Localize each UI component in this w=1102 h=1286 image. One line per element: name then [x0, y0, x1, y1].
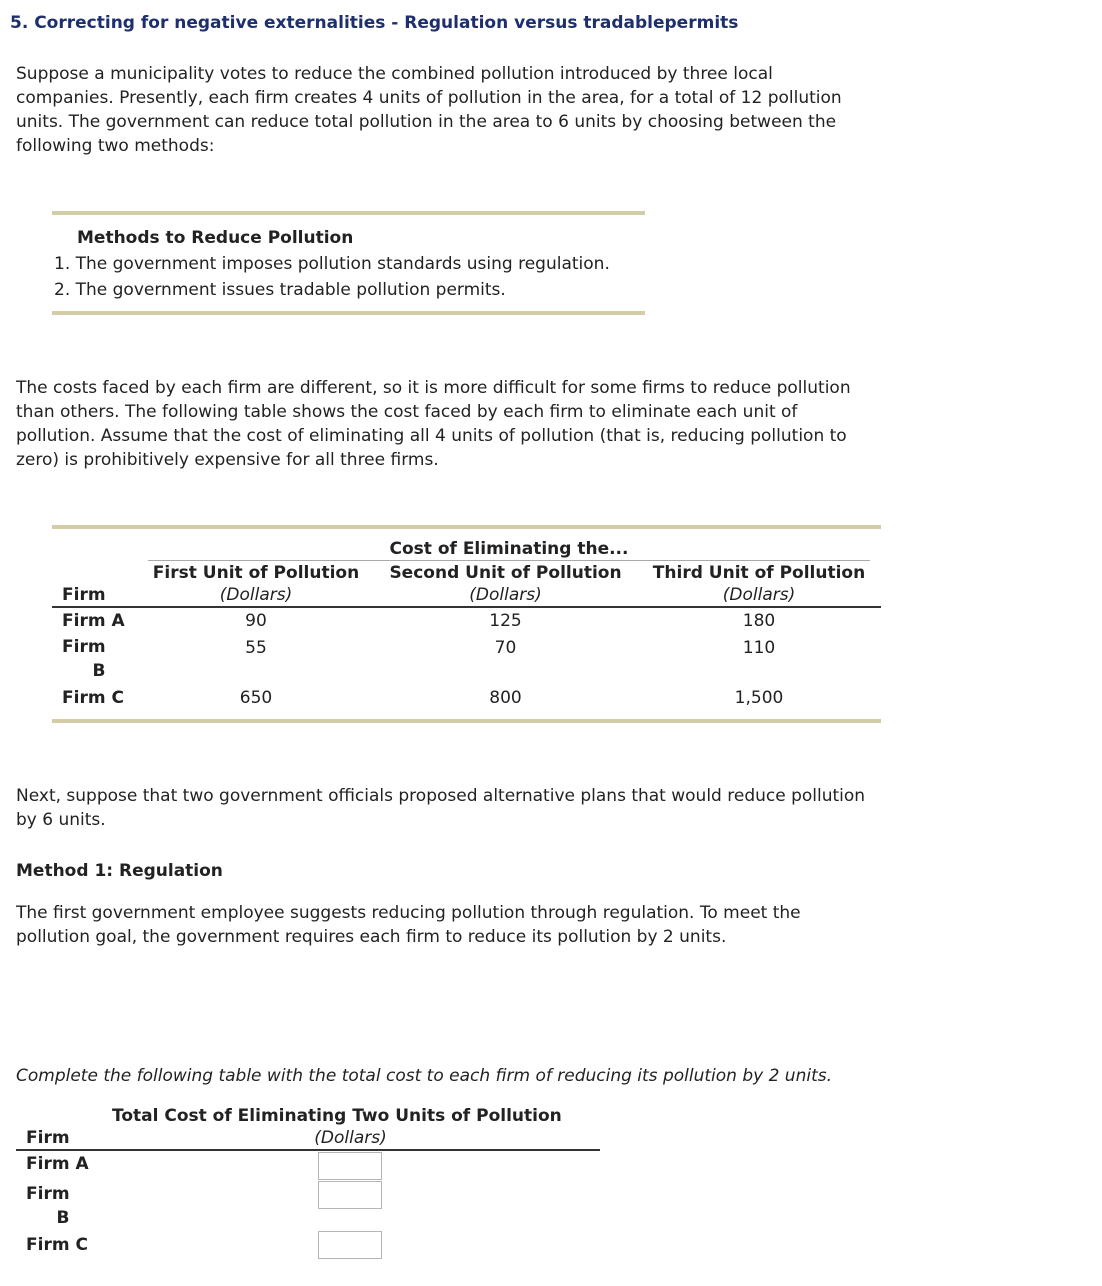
row-firm-label: Firm C	[62, 688, 124, 708]
intro-paragraph	[16, 62, 842, 158]
methods-title: Methods to Reduce Pollution	[77, 228, 354, 248]
text-line: by 6 units.	[16, 810, 106, 830]
text-line: companies. Presently, each firm creates 4 units of pollution in the area, for a total of 12 pollution	[16, 88, 842, 108]
method-item: 1. The government imposes pollution standards using regulation.	[54, 254, 610, 274]
column-unit-third: (Dollars)	[722, 585, 796, 605]
column-header-third: Third Unit of Pollution	[652, 563, 866, 583]
text-line: Next, suppose that two government officials proposed alternative plans that would reduce pollution	[16, 786, 866, 806]
row-firm-label: Firm C	[26, 1235, 88, 1255]
table-cell: 1,500	[734, 688, 784, 708]
table-cell: 70	[494, 638, 517, 658]
text-line: The first government employee suggests reducing pollution through regulation. To meet the	[16, 903, 801, 923]
table-cell: 125	[489, 611, 522, 631]
table-cell: 55	[245, 638, 267, 658]
text-line: following two methods:	[16, 136, 215, 156]
text-line: pollution goal, the government requires each firm to reduce its pollution by 2 units.	[16, 927, 727, 947]
text-line: zero) is prohibitively expensive for all three firms.	[16, 450, 439, 470]
firm-c-total-cost-input[interactable]	[318, 1231, 382, 1259]
firm-column-header: Firm	[62, 585, 106, 605]
row-firm-label: Firm A	[62, 611, 125, 631]
total-table-unit: (Dollars)	[314, 1128, 387, 1148]
method-item: 2. The government issues tradable pollution permits.	[54, 280, 506, 300]
row-firm-label-b: B	[92, 661, 106, 681]
page-title: 5. Correcting for negative externalities - Regulation versus tradablepermits	[10, 13, 739, 33]
row-firm-label: Firm A	[26, 1154, 89, 1174]
table-cell: 180	[742, 611, 776, 631]
text-line: Suppose a municipality votes to reduce the combined pollution introduced by three local	[16, 64, 773, 84]
row-firm-label-b: B	[56, 1208, 70, 1228]
table-cell: 800	[489, 688, 522, 708]
header-underline	[16, 1149, 600, 1151]
text-line: pollution. Assume that the cost of eliminating all 4 units of pollution (that is, reducing pollution to	[16, 426, 847, 446]
firm-column-header: Firm	[26, 1128, 70, 1148]
text-line: units. The government can reduce total pollution in the area to 6 units by choosing between the	[16, 112, 837, 132]
firm-a-total-cost-input[interactable]	[318, 1152, 382, 1180]
cost-table-group-header: Cost of Eliminating the...	[389, 539, 629, 559]
column-header-second: Second Unit of Pollution	[389, 563, 622, 583]
table-cell: 650	[239, 688, 273, 708]
column-header-first: First Unit of Pollution	[152, 563, 360, 583]
table-cell: 110	[742, 638, 776, 658]
header-underline	[52, 606, 881, 608]
column-unit-second: (Dollars)	[469, 585, 542, 605]
group-header-underline	[148, 560, 870, 561]
methods-top-rule	[52, 211, 645, 215]
cost-table-bottom-rule	[52, 719, 881, 723]
text-line: The costs faced by each firm are different, so it is more difficult for some firms to reduce pollution	[16, 378, 851, 398]
row-firm-label: Firm	[26, 1184, 70, 1204]
cost-table-top-rule	[52, 525, 881, 529]
instruction-text: Complete the following table with the total cost to each firm of reducing its pollution by 2 units.	[16, 1066, 832, 1086]
text-line: than others. The following table shows the cost faced by each firm to eliminate each unit of	[16, 402, 798, 422]
column-unit-first: (Dollars)	[219, 585, 293, 605]
table-cell: 90	[245, 611, 267, 631]
total-table-header: Total Cost of Eliminating Two Units of Pollution	[112, 1106, 562, 1126]
method1-paragraph	[16, 901, 801, 949]
firm-b-total-cost-input[interactable]	[318, 1181, 382, 1209]
methods-bottom-rule	[52, 311, 645, 315]
next-paragraph	[16, 784, 865, 832]
method1-heading: Method 1: Regulation	[16, 861, 223, 881]
row-firm-label: Firm	[62, 637, 106, 657]
costs-paragraph	[16, 376, 851, 472]
